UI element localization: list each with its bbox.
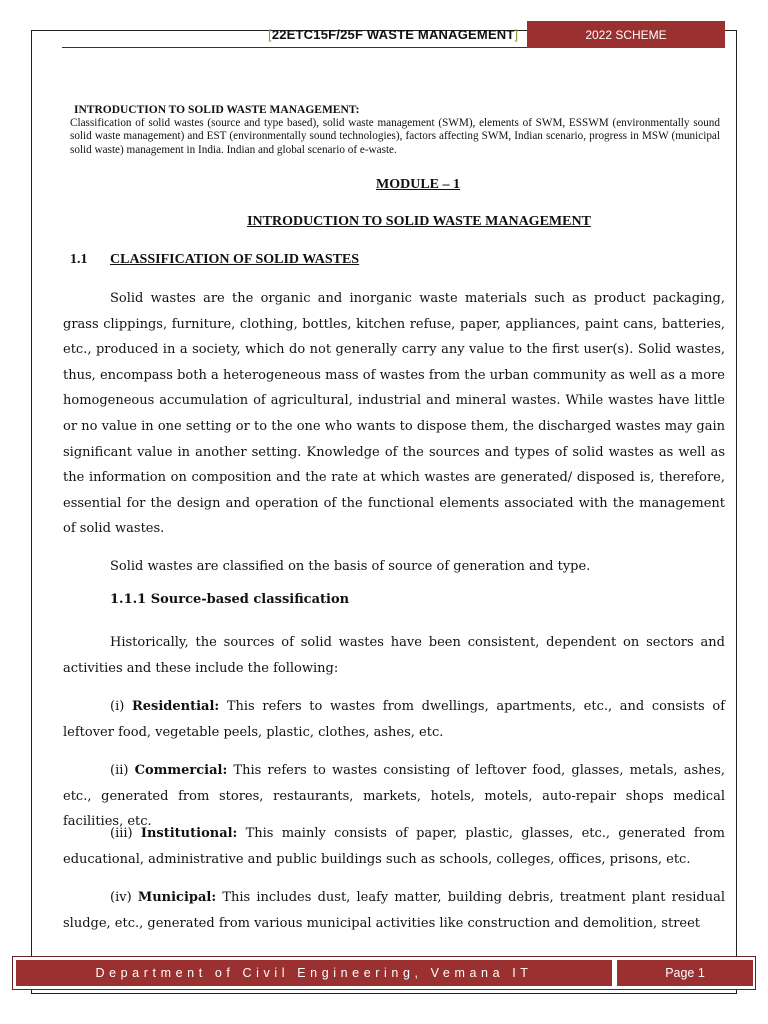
paragraph-3: Historically, the sources of solid wastes have been consistent, dependent on sectors and activities and these include the following: (63, 635, 725, 676)
chapter-title: INTRODUCTION TO SOLID WASTE MANAGEMENT (247, 214, 591, 229)
header-scheme-badge: 2022 SCHEME (527, 21, 725, 48)
header-course-code (268, 27, 518, 42)
list-item-residential: (i) Residential: This refers to wastes from dwellings, apartments, etc., and consists of leftover food, vegetable peels, plastic, clothes, ashes, etc. (63, 699, 726, 740)
paragraph-2: Solid wastes are classified on the basis of source of generation and type. (110, 559, 591, 574)
list-item-commercial: (ii) Commercial: This refers to wastes consisting of leftover food, glasses, metals, ashes, etc., generated from stores, restaurants, markets, hotels, motels, auto-repair shops medical facilities, etc. (63, 763, 725, 830)
bracket-open: [ (268, 27, 272, 42)
subsection-heading: 1.1.1 Source-based classification (110, 592, 350, 607)
intro-text: Classification of solid wastes (source and type based), solid waste management (SWM), elements of SWM, ESSWM (environmentally sound solid waste management) and EST (environmentally sound technologies), factors affecting SWM, Indian scenario, progress in MSW (municipal solid waste) management in India. Indian and global scenario of e-waste. (70, 117, 720, 156)
section-number: 1.1 (70, 252, 88, 267)
intro-title: INTRODUCTION TO SOLID WASTE MANAGEMENT: (74, 104, 360, 116)
footer-page-number: Page 1 (617, 960, 753, 986)
module-title: MODULE – 1 (376, 177, 460, 192)
section-heading (70, 252, 359, 268)
course-code-text: 22ETC15F/25F WASTE MANAGEMENT (271, 27, 515, 42)
header-rule (62, 47, 527, 48)
list-item-municipal: (iv) Municipal: This includes dust, leafy matter, building debris, treatment plant residual sludge, etc., generated from various municipal activities like construction and demolition, street (63, 890, 725, 931)
section-title: CLASSIFICATION OF SOLID WASTES (110, 252, 360, 267)
paragraph-1: Solid wastes are the organic and inorganic waste materials such as product packaging, grass clippings, furniture, clothing, bottles, kitchen refuse, paper, appliances, paint cans, batteries, etc., produced in a society, which do not generally carry any value to the first user(s). Solid wastes, thus, encompass both a heterogeneous mass of wastes from the urban community as well as a more homogeneous accumulation of agricultural, industrial and mineral wastes. While wastes have little or no value in one setting or to the one who wants to dispose them, the discharged wastes may gain significant value in another setting. Knowledge of the sources and types of solid wastes as well as the information on composition and the rate at which wastes are generated/ disposed is, therefore, essential for the design and operation of the functional elements associated with the management of solid wastes. (63, 291, 725, 537)
intro-summary (70, 104, 720, 157)
bracket-close: ] (514, 27, 519, 42)
list-item-institutional: (iii) Institutional: This mainly consists of paper, plastic, glasses, etc., generated from educational, administrative and public buildings such as schools, colleges, offices, prisons, etc. (63, 826, 726, 867)
footer-department: Department of Civil Engineering, Vemana IT (16, 960, 612, 986)
